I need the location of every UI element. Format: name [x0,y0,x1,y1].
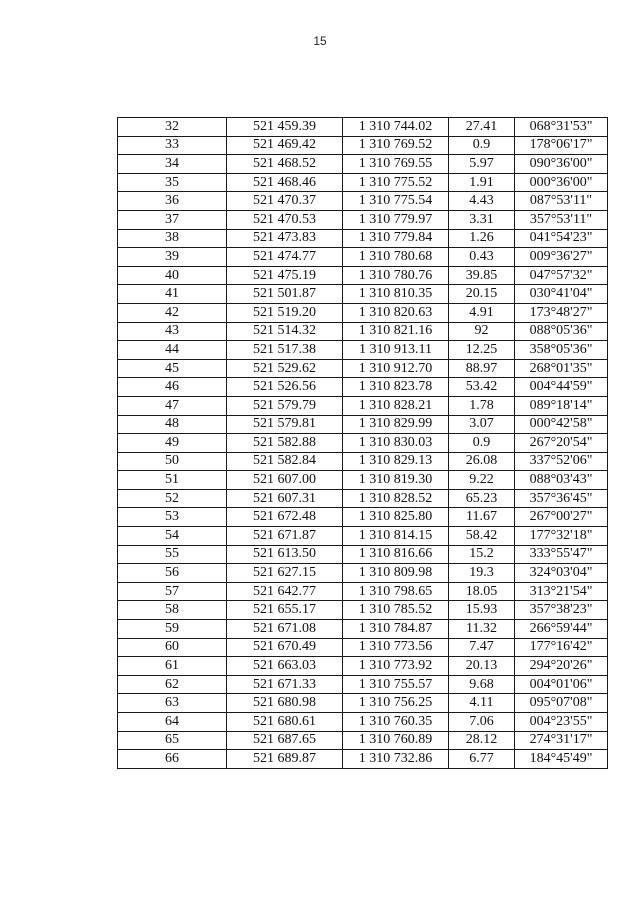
distance-cell: 1.91 [449,173,515,192]
y-coordinate-cell: 1 310 780.68 [343,248,449,267]
table-row [118,266,608,285]
distance-cell: 0.9 [449,434,515,453]
x-coordinate-cell: 521 469.42 [227,136,343,155]
point-number-cell: 39 [118,248,227,267]
y-coordinate-cell: 1 310 784.87 [343,620,449,639]
x-coordinate-cell: 521 642.77 [227,582,343,601]
table-row [118,248,608,267]
bearing-cell: 178°06'17" [515,136,608,155]
distance-cell: 0.9 [449,136,515,155]
table-row [118,359,608,378]
x-coordinate-cell: 521 680.61 [227,713,343,732]
x-coordinate-cell: 521 579.81 [227,415,343,434]
point-number-cell: 45 [118,359,227,378]
distance-cell: 3.31 [449,210,515,229]
distance-cell: 19.3 [449,564,515,583]
bearing-cell: 088°05'36" [515,322,608,341]
point-number-cell: 50 [118,452,227,471]
y-coordinate-cell: 1 310 814.15 [343,527,449,546]
table-row [118,118,608,137]
bearing-cell: 337°52'06" [515,452,608,471]
distance-cell: 88.97 [449,359,515,378]
bearing-cell: 090°36'00" [515,155,608,174]
bearing-cell: 089°18'14" [515,396,608,415]
x-coordinate-cell: 521 475.19 [227,266,343,285]
x-coordinate-cell: 521 468.52 [227,155,343,174]
distance-cell: 18.05 [449,582,515,601]
point-number-cell: 49 [118,434,227,453]
point-number-cell: 36 [118,192,227,211]
point-number-cell: 48 [118,415,227,434]
distance-cell: 92 [449,322,515,341]
table-row [118,229,608,248]
y-coordinate-cell: 1 310 779.84 [343,229,449,248]
table-row [118,638,608,657]
table-row [118,601,608,620]
bearing-cell: 004°44'59" [515,378,608,397]
x-coordinate-cell: 521 607.00 [227,471,343,490]
y-coordinate-cell: 1 310 829.13 [343,452,449,471]
table-row [118,173,608,192]
distance-cell: 7.06 [449,713,515,732]
y-coordinate-cell: 1 310 825.80 [343,508,449,527]
table-row [118,452,608,471]
distance-cell: 11.67 [449,508,515,527]
y-coordinate-cell: 1 310 913.11 [343,341,449,360]
bearing-cell: 000°42'58" [515,415,608,434]
point-number-cell: 57 [118,582,227,601]
table-row [118,675,608,694]
point-number-cell: 37 [118,210,227,229]
table-row [118,378,608,397]
y-coordinate-cell: 1 310 809.98 [343,564,449,583]
x-coordinate-cell: 521 514.32 [227,322,343,341]
distance-cell: 9.68 [449,675,515,694]
table-row [118,731,608,750]
x-coordinate-cell: 521 627.15 [227,564,343,583]
bearing-cell: 357°53'11" [515,210,608,229]
bearing-cell: 358°05'36" [515,341,608,360]
y-coordinate-cell: 1 310 912.70 [343,359,449,378]
x-coordinate-cell: 521 519.20 [227,303,343,322]
bearing-cell: 000°36'00" [515,173,608,192]
distance-cell: 7.47 [449,638,515,657]
distance-cell: 11.32 [449,620,515,639]
point-number-cell: 52 [118,489,227,508]
y-coordinate-cell: 1 310 755.57 [343,675,449,694]
point-number-cell: 47 [118,396,227,415]
y-coordinate-cell: 1 310 829.99 [343,415,449,434]
point-number-cell: 60 [118,638,227,657]
distance-cell: 39.85 [449,266,515,285]
distance-cell: 20.13 [449,657,515,676]
point-number-cell: 41 [118,285,227,304]
table-row [118,545,608,564]
bearing-cell: 274°31'17" [515,731,608,750]
bearing-cell: 333°55'47" [515,545,608,564]
point-number-cell: 32 [118,118,227,137]
y-coordinate-cell: 1 310 760.89 [343,731,449,750]
coordinates-table-body [118,118,608,769]
table-row [118,434,608,453]
x-coordinate-cell: 521 687.65 [227,731,343,750]
distance-cell: 58.42 [449,527,515,546]
point-number-cell: 54 [118,527,227,546]
x-coordinate-cell: 521 529.62 [227,359,343,378]
coordinates-table [117,117,608,769]
distance-cell: 4.43 [449,192,515,211]
table-row [118,657,608,676]
x-coordinate-cell: 521 470.37 [227,192,343,211]
point-number-cell: 65 [118,731,227,750]
table-row [118,564,608,583]
distance-cell: 9.22 [449,471,515,490]
bearing-cell: 177°16'42" [515,638,608,657]
bearing-cell: 313°21'54" [515,582,608,601]
distance-cell: 28.12 [449,731,515,750]
bearing-cell: 177°32'18" [515,527,608,546]
bearing-cell: 095°07'08" [515,694,608,713]
y-coordinate-cell: 1 310 810.35 [343,285,449,304]
y-coordinate-cell: 1 310 760.35 [343,713,449,732]
point-number-cell: 34 [118,155,227,174]
table-row [118,341,608,360]
y-coordinate-cell: 1 310 798.65 [343,582,449,601]
x-coordinate-cell: 521 663.03 [227,657,343,676]
y-coordinate-cell: 1 310 823.78 [343,378,449,397]
point-number-cell: 46 [118,378,227,397]
bearing-cell: 267°00'27" [515,508,608,527]
y-coordinate-cell: 1 310 775.52 [343,173,449,192]
x-coordinate-cell: 521 501.87 [227,285,343,304]
point-number-cell: 42 [118,303,227,322]
table-row [118,415,608,434]
x-coordinate-cell: 521 671.08 [227,620,343,639]
table-row [118,713,608,732]
distance-cell: 53.42 [449,378,515,397]
x-coordinate-cell: 521 582.88 [227,434,343,453]
distance-cell: 5.97 [449,155,515,174]
x-coordinate-cell: 521 672.48 [227,508,343,527]
y-coordinate-cell: 1 310 769.52 [343,136,449,155]
table-row [118,210,608,229]
y-coordinate-cell: 1 310 773.56 [343,638,449,657]
table-row [118,582,608,601]
y-coordinate-cell: 1 310 773.92 [343,657,449,676]
distance-cell: 4.11 [449,694,515,713]
bearing-cell: 267°20'54" [515,434,608,453]
bearing-cell: 357°36'45" [515,489,608,508]
distance-cell: 15.93 [449,601,515,620]
distance-cell: 20.15 [449,285,515,304]
x-coordinate-cell: 521 582.84 [227,452,343,471]
bearing-cell: 009°36'27" [515,248,608,267]
table-row [118,527,608,546]
bearing-cell: 088°03'43" [515,471,608,490]
table-row [118,285,608,304]
x-coordinate-cell: 521 517.38 [227,341,343,360]
bearing-cell: 357°38'23" [515,601,608,620]
point-number-cell: 63 [118,694,227,713]
distance-cell: 12.25 [449,341,515,360]
x-coordinate-cell: 521 680.98 [227,694,343,713]
bearing-cell: 004°01'06" [515,675,608,694]
y-coordinate-cell: 1 310 756.25 [343,694,449,713]
y-coordinate-cell: 1 310 830.03 [343,434,449,453]
x-coordinate-cell: 521 670.49 [227,638,343,657]
y-coordinate-cell: 1 310 821.16 [343,322,449,341]
point-number-cell: 40 [118,266,227,285]
table-row [118,322,608,341]
bearing-cell: 030°41'04" [515,285,608,304]
y-coordinate-cell: 1 310 819.30 [343,471,449,490]
distance-cell: 15.2 [449,545,515,564]
x-coordinate-cell: 521 459.39 [227,118,343,137]
point-number-cell: 66 [118,750,227,769]
table-row [118,192,608,211]
y-coordinate-cell: 1 310 785.52 [343,601,449,620]
distance-cell: 65.23 [449,489,515,508]
point-number-cell: 43 [118,322,227,341]
bearing-cell: 173°48'27" [515,303,608,322]
y-coordinate-cell: 1 310 779.97 [343,210,449,229]
y-coordinate-cell: 1 310 828.21 [343,396,449,415]
distance-cell: 1.26 [449,229,515,248]
y-coordinate-cell: 1 310 828.52 [343,489,449,508]
point-number-cell: 44 [118,341,227,360]
point-number-cell: 55 [118,545,227,564]
x-coordinate-cell: 521 671.87 [227,527,343,546]
distance-cell: 6.77 [449,750,515,769]
distance-cell: 1.78 [449,396,515,415]
y-coordinate-cell: 1 310 732.86 [343,750,449,769]
x-coordinate-cell: 521 470.53 [227,210,343,229]
x-coordinate-cell: 521 671.33 [227,675,343,694]
point-number-cell: 58 [118,601,227,620]
bearing-cell: 087°53'11" [515,192,608,211]
y-coordinate-cell: 1 310 769.55 [343,155,449,174]
table-row [118,620,608,639]
distance-cell: 27.41 [449,118,515,137]
y-coordinate-cell: 1 310 780.76 [343,266,449,285]
bearing-cell: 041°54'23" [515,229,608,248]
x-coordinate-cell: 521 474.77 [227,248,343,267]
x-coordinate-cell: 521 579.79 [227,396,343,415]
bearing-cell: 268°01'35" [515,359,608,378]
distance-cell: 4.91 [449,303,515,322]
x-coordinate-cell: 521 613.50 [227,545,343,564]
point-number-cell: 61 [118,657,227,676]
table-row [118,155,608,174]
bearing-cell: 184°45'49" [515,750,608,769]
bearing-cell: 324°03'04" [515,564,608,583]
table-row [118,136,608,155]
distance-cell: 3.07 [449,415,515,434]
point-number-cell: 51 [118,471,227,490]
table-row [118,750,608,769]
table-row [118,489,608,508]
y-coordinate-cell: 1 310 775.54 [343,192,449,211]
point-number-cell: 35 [118,173,227,192]
x-coordinate-cell: 521 607.31 [227,489,343,508]
point-number-cell: 33 [118,136,227,155]
bearing-cell: 068°31'53" [515,118,608,137]
table-row [118,694,608,713]
distance-cell: 26.08 [449,452,515,471]
x-coordinate-cell: 521 689.87 [227,750,343,769]
bearing-cell: 004°23'55" [515,713,608,732]
x-coordinate-cell: 521 468.46 [227,173,343,192]
table-row [118,303,608,322]
x-coordinate-cell: 521 526.56 [227,378,343,397]
x-coordinate-cell: 521 655.17 [227,601,343,620]
table-row [118,471,608,490]
y-coordinate-cell: 1 310 820.63 [343,303,449,322]
point-number-cell: 56 [118,564,227,583]
distance-cell: 0.43 [449,248,515,267]
point-number-cell: 59 [118,620,227,639]
bearing-cell: 266°59'44" [515,620,608,639]
point-number-cell: 53 [118,508,227,527]
bearing-cell: 294°20'26" [515,657,608,676]
bearing-cell: 047°57'32" [515,266,608,285]
x-coordinate-cell: 521 473.83 [227,229,343,248]
page-number: 15 [313,34,327,48]
y-coordinate-cell: 1 310 816.66 [343,545,449,564]
point-number-cell: 62 [118,675,227,694]
table-row [118,396,608,415]
point-number-cell: 64 [118,713,227,732]
point-number-cell: 38 [118,229,227,248]
y-coordinate-cell: 1 310 744.02 [343,118,449,137]
table-row [118,508,608,527]
